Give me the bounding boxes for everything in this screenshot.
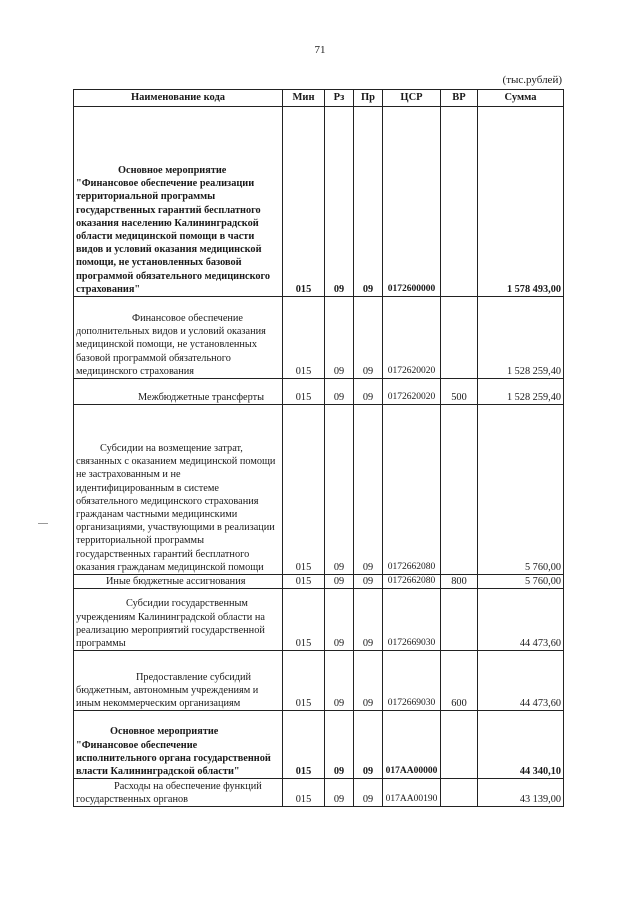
header-pr: Пр bbox=[354, 90, 383, 107]
row-name: Иные бюджетные ассигнования bbox=[74, 575, 283, 589]
table-row bbox=[74, 711, 564, 779]
table-row bbox=[74, 651, 564, 711]
row-csr: 0172620020 bbox=[383, 379, 441, 405]
row-sum: 1 528 259,40 bbox=[478, 297, 564, 379]
header-csr: ЦСР bbox=[383, 90, 441, 107]
row-min: 015 bbox=[283, 779, 325, 807]
row-pr: 09 bbox=[354, 779, 383, 807]
row-vr bbox=[441, 589, 478, 651]
row-min: 015 bbox=[283, 405, 325, 575]
row-min: 015 bbox=[283, 711, 325, 779]
row-rz: 09 bbox=[325, 379, 354, 405]
row-name: Расходы на обеспечение функций государственных органов bbox=[74, 779, 283, 807]
row-csr: 017АА00000 bbox=[383, 711, 441, 779]
row-pr: 09 bbox=[354, 379, 383, 405]
row-pr: 09 bbox=[354, 651, 383, 711]
margin-mark bbox=[38, 523, 48, 524]
row-rz: 09 bbox=[325, 779, 354, 807]
table-row bbox=[74, 779, 564, 807]
row-name: Основное мероприятие "Финансовое обеспечение реализации территориальной программы государственных гарантий бесплатного оказания населению Калининградской области медицинской помощи в части видов и условий оказания медицинской помощи, не установленных базовой программой обязательного медицинского страхования" bbox=[74, 107, 283, 297]
row-pr: 09 bbox=[354, 297, 383, 379]
table-row bbox=[74, 379, 564, 405]
row-min: 015 bbox=[283, 379, 325, 405]
row-vr bbox=[441, 711, 478, 779]
table-row bbox=[74, 297, 564, 379]
row-min: 015 bbox=[283, 589, 325, 651]
row-vr: 500 bbox=[441, 379, 478, 405]
header-sum: Сумма bbox=[478, 90, 564, 107]
row-vr bbox=[441, 297, 478, 379]
header-name: Наименование кода bbox=[74, 90, 283, 107]
row-sum: 1 528 259,40 bbox=[478, 379, 564, 405]
row-sum: 5 760,00 bbox=[478, 405, 564, 575]
row-rz: 09 bbox=[325, 651, 354, 711]
row-rz: 09 bbox=[325, 711, 354, 779]
header-vr: ВР bbox=[441, 90, 478, 107]
row-rz: 09 bbox=[325, 405, 354, 575]
table-row bbox=[74, 405, 564, 575]
row-sum: 1 578 493,00 bbox=[478, 107, 564, 297]
row-vr: 600 bbox=[441, 651, 478, 711]
page-number: 71 bbox=[314, 44, 326, 56]
units-label: (тыс.рублей) bbox=[502, 74, 562, 86]
row-name: Предоставление субсидий бюджетным, автономным учреждениям и иным некоммерческим организациям bbox=[74, 651, 283, 711]
row-sum: 43 139,00 bbox=[478, 779, 564, 807]
row-csr: 0172620020 bbox=[383, 297, 441, 379]
table-row bbox=[74, 107, 564, 297]
row-pr: 09 bbox=[354, 589, 383, 651]
row-sum: 44 473,60 bbox=[478, 651, 564, 711]
row-vr bbox=[441, 107, 478, 297]
row-rz: 09 bbox=[325, 575, 354, 589]
row-csr: 0172662080 bbox=[383, 575, 441, 589]
row-csr: 0172662080 bbox=[383, 405, 441, 575]
row-rz: 09 bbox=[325, 297, 354, 379]
header-min: Мин bbox=[283, 90, 325, 107]
row-pr: 09 bbox=[354, 575, 383, 589]
row-rz: 09 bbox=[325, 589, 354, 651]
row-pr: 09 bbox=[354, 405, 383, 575]
row-min: 015 bbox=[283, 651, 325, 711]
row-csr: 0172600000 bbox=[383, 107, 441, 297]
row-min: 015 bbox=[283, 575, 325, 589]
row-sum: 44 473,60 bbox=[478, 589, 564, 651]
row-name: Субсидии государственным учреждениям Калининградской области на реализацию мероприятий государственной программы bbox=[74, 589, 283, 651]
row-min: 015 bbox=[283, 297, 325, 379]
row-vr bbox=[441, 779, 478, 807]
row-vr: 800 bbox=[441, 575, 478, 589]
budget-table bbox=[73, 89, 564, 807]
row-name: Субсидии на возмещение затрат, связанных с оказанием медицинской помощи не застрахованным и не идентифицированным в системе обязательного медицинского страхования гражданам частными медицинскими организациями, участвующими в реализации территориальной программы государственных гарантий бесплатного оказания гражданам медицинской помощи bbox=[74, 405, 283, 575]
table-row bbox=[74, 575, 564, 589]
table-row bbox=[74, 589, 564, 651]
header-rz: Рз bbox=[325, 90, 354, 107]
row-sum: 5 760,00 bbox=[478, 575, 564, 589]
header-row bbox=[74, 90, 564, 107]
row-pr: 09 bbox=[354, 711, 383, 779]
row-name: Межбюджетные трансферты bbox=[74, 379, 283, 405]
row-rz: 09 bbox=[325, 107, 354, 297]
row-name: Финансовое обеспечение дополнительных видов и условий оказания медицинской помощи, не установленных базовой программой обязательного медицинского страхования bbox=[74, 297, 283, 379]
row-min: 015 bbox=[283, 107, 325, 297]
row-csr: 0172669030 bbox=[383, 589, 441, 651]
row-csr: 017АА00190 bbox=[383, 779, 441, 807]
row-name: Основное мероприятие "Финансовое обеспечение исполнительного органа государственной власти Калининградской области" bbox=[74, 711, 283, 779]
row-pr: 09 bbox=[354, 107, 383, 297]
row-csr: 0172669030 bbox=[383, 651, 441, 711]
row-vr bbox=[441, 405, 478, 575]
row-sum: 44 340,10 bbox=[478, 711, 564, 779]
